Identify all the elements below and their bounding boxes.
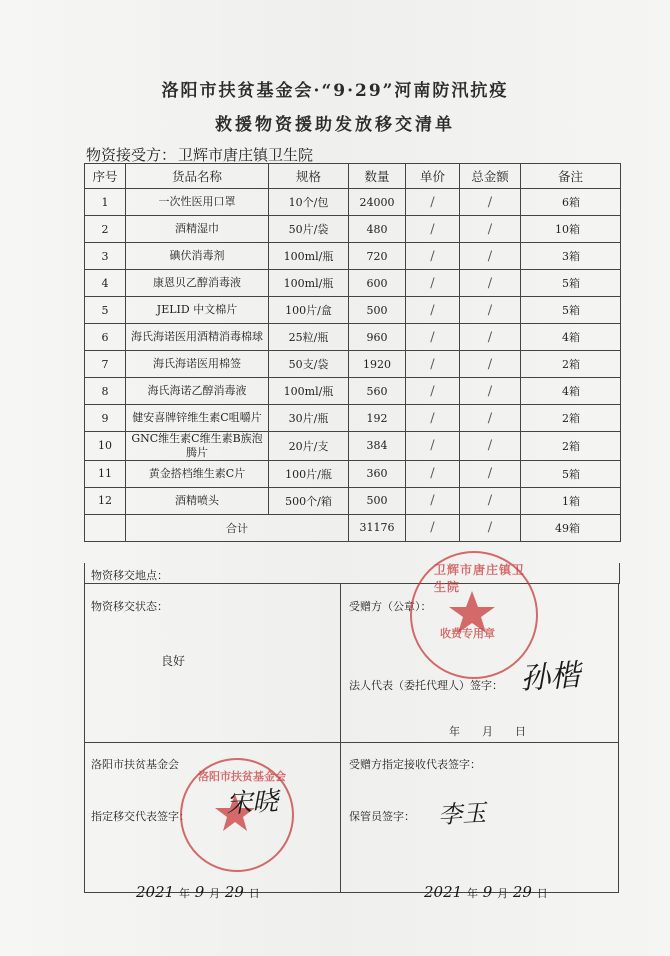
cell-spec: 100片/瓶 bbox=[269, 460, 349, 487]
cell-price: / bbox=[406, 432, 460, 461]
cell-price: / bbox=[406, 297, 460, 324]
status-box bbox=[84, 584, 341, 743]
cell-price: / bbox=[406, 270, 460, 297]
recipient-label: 物资接受方： bbox=[86, 146, 177, 164]
cell-price: / bbox=[406, 351, 460, 378]
cell-note: 1箱 bbox=[521, 487, 621, 514]
keeper-label: 保管员签字： bbox=[349, 810, 415, 823]
cell-note: 4箱 bbox=[521, 324, 621, 351]
cell-name: 黄金搭档维生素C片 bbox=[126, 460, 269, 487]
cell-spec: 20片/支 bbox=[269, 432, 349, 461]
table-row bbox=[85, 460, 621, 487]
document-title-line1: 洛阳市扶贫基金会·“9·29”河南防汛抗疫 bbox=[161, 81, 509, 101]
table-row bbox=[85, 243, 621, 270]
cell-price: / bbox=[406, 189, 460, 216]
total-label: 合计 bbox=[126, 514, 349, 541]
cell-total: / bbox=[460, 432, 521, 461]
cell-qty: 192 bbox=[349, 405, 406, 432]
header-total: 总金额 bbox=[460, 164, 521, 189]
cell-no: 5 bbox=[85, 297, 126, 324]
handover-sign-label: 指定移交代表签字： bbox=[91, 810, 190, 823]
status-label: 物资移交状态： bbox=[91, 600, 168, 613]
table-row bbox=[85, 487, 621, 514]
cell-total: / bbox=[460, 189, 521, 216]
cell-qty: 500 bbox=[349, 297, 406, 324]
cell-no: 10 bbox=[85, 432, 126, 461]
legal-rep-label: 法人代表（委托代理人）签字： bbox=[349, 679, 503, 692]
recipient-value: 卫辉市唐庄镇卫生院 bbox=[178, 146, 314, 164]
cell-name: 酒精湿巾 bbox=[126, 216, 269, 243]
cell-spec: 30片/瓶 bbox=[269, 405, 349, 432]
table-row bbox=[85, 189, 621, 216]
cell-note: 3箱 bbox=[521, 243, 621, 270]
cell-price: / bbox=[406, 460, 460, 487]
cell-no: 1 bbox=[85, 189, 126, 216]
cell-name: 一次性医用口罩 bbox=[126, 189, 269, 216]
cell-no: 8 bbox=[85, 378, 126, 405]
cell-no: 4 bbox=[85, 270, 126, 297]
table-row bbox=[85, 324, 621, 351]
header-qty: 数量 bbox=[349, 164, 406, 189]
cell-name: 海氏海诺医用棉签 bbox=[126, 351, 269, 378]
header-no: 序号 bbox=[85, 164, 126, 189]
cell-no: 6 bbox=[85, 324, 126, 351]
header-name: 货品名称 bbox=[126, 164, 269, 189]
header-note: 备注 bbox=[521, 164, 621, 189]
table-row bbox=[85, 378, 621, 405]
cell-note: 2箱 bbox=[521, 351, 621, 378]
cell-price: / bbox=[406, 243, 460, 270]
cell-qty: 24000 bbox=[349, 189, 406, 216]
cell-spec: 50支/袋 bbox=[269, 351, 349, 378]
cell-spec: 500个/箱 bbox=[269, 487, 349, 514]
foundation-seal-text: 洛阳市扶贫基金会 bbox=[198, 770, 286, 783]
table-row bbox=[85, 351, 621, 378]
cell-qty: 560 bbox=[349, 378, 406, 405]
cell-total: / bbox=[460, 297, 521, 324]
cell-qty: 480 bbox=[349, 216, 406, 243]
total-price: / bbox=[406, 514, 460, 541]
table-header-row bbox=[85, 164, 621, 189]
table-row bbox=[85, 216, 621, 243]
cell-total: / bbox=[460, 216, 521, 243]
table-row bbox=[85, 297, 621, 324]
cell-price: / bbox=[406, 216, 460, 243]
cell-no: 3 bbox=[85, 243, 126, 270]
cell-no: 2 bbox=[85, 216, 126, 243]
location-label: 物资移交地点： bbox=[91, 569, 168, 582]
legal-rep-signature: 孙楷 bbox=[519, 657, 582, 698]
cell-price: / bbox=[406, 324, 460, 351]
cell-name: 海氏海诺医用酒精消毒棉球 bbox=[126, 324, 269, 351]
cell-name: GNC维生素C维生素B族泡腾片 bbox=[126, 432, 269, 461]
cell-qty: 384 bbox=[349, 432, 406, 461]
donee-seal-text: 卫辉市唐庄镇卫生院 bbox=[434, 563, 526, 594]
cell-price: / bbox=[406, 378, 460, 405]
cell-spec: 100ml/瓶 bbox=[269, 378, 349, 405]
cell-name: 碘伏消毒剂 bbox=[126, 243, 269, 270]
total-total: / bbox=[460, 514, 521, 541]
cell-spec: 50片/袋 bbox=[269, 216, 349, 243]
cell-total: / bbox=[460, 270, 521, 297]
cell-spec: 100ml/瓶 bbox=[269, 243, 349, 270]
items-table bbox=[84, 163, 621, 542]
total-qty: 31176 bbox=[349, 514, 406, 541]
cell-total: / bbox=[460, 243, 521, 270]
handover-signature: 宋晓 bbox=[225, 786, 279, 820]
location-row bbox=[84, 563, 620, 584]
status-value: 良好 bbox=[161, 654, 186, 668]
table-row bbox=[85, 405, 621, 432]
header-spec: 规格 bbox=[269, 164, 349, 189]
document-title-line2: 救援物资援助发放移交清单 bbox=[215, 115, 455, 135]
cell-note: 10箱 bbox=[521, 216, 621, 243]
cell-total: / bbox=[460, 487, 521, 514]
cell-note: 2箱 bbox=[521, 405, 621, 432]
cell-note: 5箱 bbox=[521, 270, 621, 297]
cell-empty bbox=[85, 514, 126, 541]
cell-qty: 600 bbox=[349, 270, 406, 297]
cell-no: 9 bbox=[85, 405, 126, 432]
total-note: 49箱 bbox=[521, 514, 621, 541]
cell-qty: 1920 bbox=[349, 351, 406, 378]
cell-total: / bbox=[460, 405, 521, 432]
foundation-name: 洛阳市扶贫基金会 bbox=[91, 758, 179, 771]
cell-spec: 100片/盒 bbox=[269, 297, 349, 324]
keeper-signature: 李玉 bbox=[437, 798, 487, 830]
cell-note: 4箱 bbox=[521, 378, 621, 405]
cell-note: 6箱 bbox=[521, 189, 621, 216]
donee-date: 年 月 日 bbox=[449, 725, 526, 738]
cell-note: 5箱 bbox=[521, 297, 621, 324]
cell-no: 11 bbox=[85, 460, 126, 487]
date-left: 2021 年 9 月 29 日 bbox=[136, 883, 260, 901]
cell-note: 5箱 bbox=[521, 460, 621, 487]
cell-no: 7 bbox=[85, 351, 126, 378]
cell-qty: 720 bbox=[349, 243, 406, 270]
cell-name: 健安喜牌锌维生素C咀嚼片 bbox=[126, 405, 269, 432]
cell-qty: 960 bbox=[349, 324, 406, 351]
cell-qty: 360 bbox=[349, 460, 406, 487]
table-total-row bbox=[85, 514, 621, 541]
cell-total: / bbox=[460, 324, 521, 351]
cell-name: 海氏海诺乙醇消毒液 bbox=[126, 378, 269, 405]
cell-total: / bbox=[460, 460, 521, 487]
cell-spec: 100ml/瓶 bbox=[269, 270, 349, 297]
cell-price: / bbox=[406, 487, 460, 514]
cell-name: JELID 中文棉片 bbox=[126, 297, 269, 324]
table-row bbox=[85, 270, 621, 297]
donee-label: 受赠方（公章）： bbox=[349, 600, 432, 613]
cell-total: / bbox=[460, 378, 521, 405]
cell-spec: 25粒/瓶 bbox=[269, 324, 349, 351]
header-price: 单价 bbox=[406, 164, 460, 189]
donee-seal-sub: 收费专用章 bbox=[440, 627, 495, 640]
cell-qty: 500 bbox=[349, 487, 406, 514]
donee-receiver-label: 受赠方指定接收代表签字： bbox=[349, 758, 481, 771]
cell-spec: 10个/包 bbox=[269, 189, 349, 216]
cell-no: 12 bbox=[85, 487, 126, 514]
table-row bbox=[85, 432, 621, 461]
lower-section bbox=[84, 563, 620, 955]
cell-name: 酒精喷头 bbox=[126, 487, 269, 514]
cell-note: 2箱 bbox=[521, 432, 621, 461]
date-right: 2021 年 9 月 29 日 bbox=[424, 883, 548, 901]
cell-price: / bbox=[406, 405, 460, 432]
recipient-line bbox=[86, 144, 313, 165]
cell-total: / bbox=[460, 351, 521, 378]
cell-name: 康恩贝乙醇消毒液 bbox=[126, 270, 269, 297]
